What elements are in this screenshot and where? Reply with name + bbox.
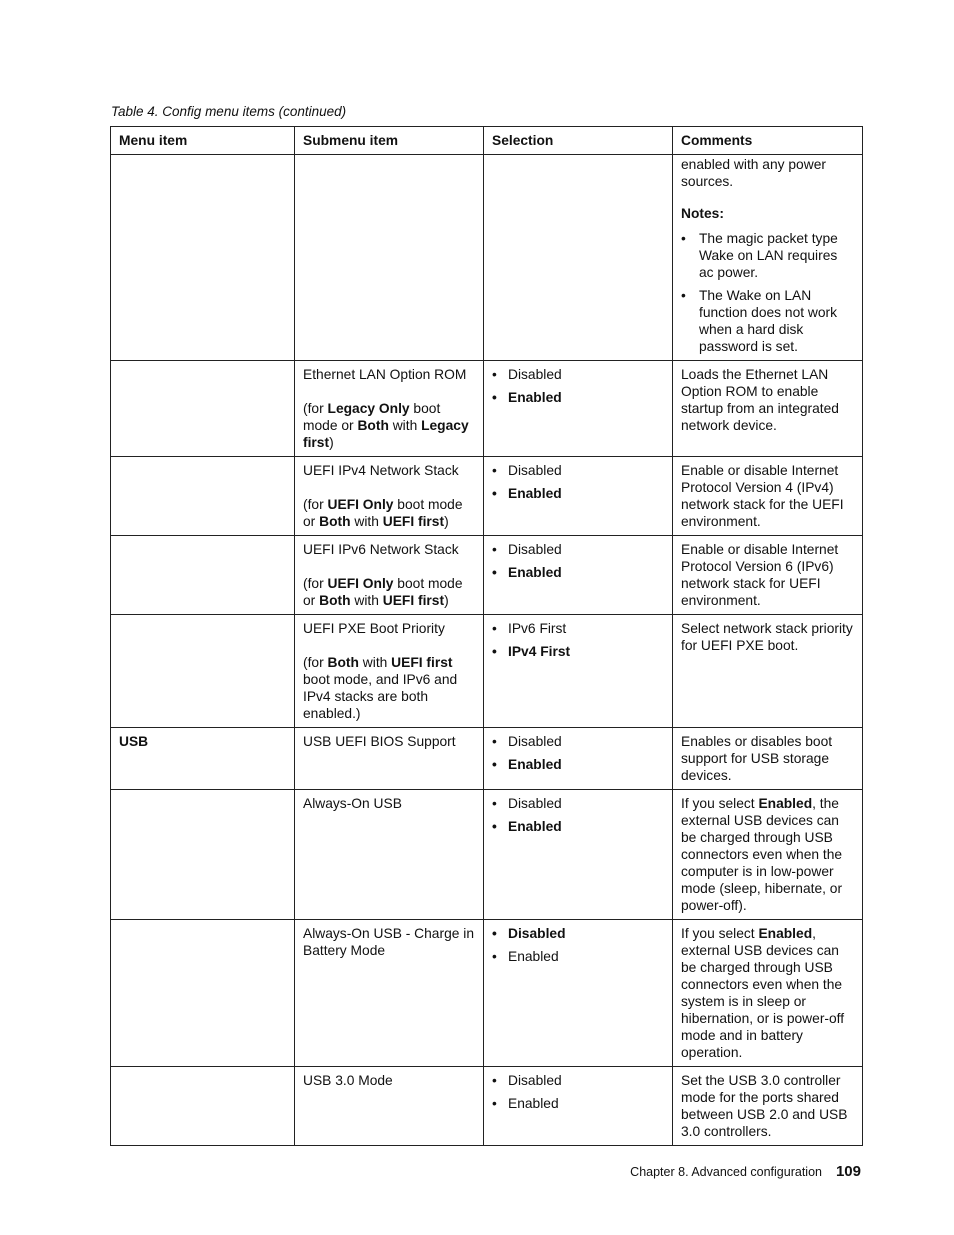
selection-cell [484, 361, 673, 457]
submenu-cell [295, 361, 484, 457]
page-number: 109 [835, 1163, 861, 1180]
option-item-default: • Enabled [492, 818, 664, 835]
table-row [111, 536, 863, 615]
submenu-cell [295, 728, 484, 790]
selection-cell [484, 728, 673, 790]
submenu-title: UEFI IPv4 Network Stack [303, 463, 459, 478]
comment-cell: Select network stack priority for UEFI PXE boot. [673, 615, 863, 728]
submenu-cell [295, 920, 484, 1067]
selection-cell [484, 536, 673, 615]
menu-cell [111, 1067, 295, 1146]
option-item-default: • IPv4 First [492, 643, 664, 660]
option-item: • Disabled [492, 366, 664, 383]
submenu-title: USB UEFI BIOS Support [303, 734, 456, 749]
option-list [492, 366, 664, 406]
table-row [111, 155, 863, 361]
table-row [111, 728, 863, 790]
selection-cell [484, 155, 673, 361]
page-footer [630, 1163, 861, 1180]
note-item: • The magic packet type Wake on LAN requires ac power. [681, 230, 854, 281]
table-row [111, 1067, 863, 1146]
option-list [492, 1072, 664, 1112]
submenu-title: Always-On USB - Charge in Battery Mode [303, 926, 474, 958]
option-list [492, 620, 664, 660]
option-list [492, 541, 664, 581]
option-list [492, 462, 664, 502]
option-item: • IPv6 First [492, 620, 664, 637]
submenu-cell [295, 457, 484, 536]
menu-cell [111, 920, 295, 1067]
submenu-title: Ethernet LAN Option ROM [303, 367, 467, 382]
submenu-title: UEFI PXE Boot Priority [303, 621, 445, 636]
submenu-condition: (for UEFI Only boot mode or Both with UEFI first) [303, 576, 463, 608]
submenu-title: Always-On USB [303, 796, 402, 811]
config-menu-table [110, 126, 863, 1146]
option-item: • Enabled [492, 948, 664, 965]
menu-cell [111, 361, 295, 457]
submenu-condition: (for Legacy Only boot mode or Both with Legacy first) [303, 401, 469, 450]
selection-cell [484, 790, 673, 920]
table-row [111, 920, 863, 1067]
option-item: • Disabled [492, 462, 664, 479]
header-comments: Comments [673, 127, 863, 155]
header-menu-item: Menu item [111, 127, 295, 155]
header-selection: Selection [484, 127, 673, 155]
option-item-default: • Enabled [492, 389, 664, 406]
option-item: • Disabled [492, 541, 664, 558]
option-item: • Enabled [492, 1095, 664, 1112]
selection-cell [484, 920, 673, 1067]
option-item-default: • Enabled [492, 564, 664, 581]
comment-cell: If you select Enabled, the external USB devices can be charged through USB connectors even when the computer is in low-power mode (sleep, hibernate, or power-off). [673, 790, 863, 920]
submenu-cell [295, 615, 484, 728]
option-list [492, 733, 664, 773]
menu-cell [111, 536, 295, 615]
table-row [111, 615, 863, 728]
selection-cell [484, 615, 673, 728]
comment-cell: Set the USB 3.0 controller mode for the ports shared between USB 2.0 and USB 3.0 controllers. [673, 1067, 863, 1146]
comment-cell: If you select Enabled, external USB devices can be charged through USB connectors even when the system is in sleep or hibernation, or is power-off mode and in battery operation. [673, 920, 863, 1067]
submenu-title: USB 3.0 Mode [303, 1073, 393, 1088]
comment-cell [673, 155, 863, 361]
option-item-default: • Disabled [492, 925, 664, 942]
menu-cell-usb [111, 728, 295, 790]
note-item: • The Wake on LAN function does not work when a hard disk password is set. [681, 287, 854, 355]
notes-list [681, 230, 854, 355]
comment-cell: Enable or disable Internet Protocol Version 4 (IPv4) network stack for the UEFI environment. [673, 457, 863, 536]
notes-title: Notes: [681, 206, 724, 221]
option-item-default: • Enabled [492, 485, 664, 502]
option-item: • Disabled [492, 733, 664, 750]
submenu-condition: (for UEFI Only boot mode or Both with UEFI first) [303, 497, 463, 529]
table-row [111, 457, 863, 536]
option-item-default: • Enabled [492, 756, 664, 773]
option-item: • Disabled [492, 1072, 664, 1089]
option-list [492, 795, 664, 835]
submenu-cell [295, 1067, 484, 1146]
submenu-cell [295, 536, 484, 615]
table-caption: Table 4. Config menu items (continued) [111, 104, 347, 119]
table-row [111, 790, 863, 920]
option-list [492, 925, 664, 965]
menu-cell [111, 457, 295, 536]
menu-cell [111, 155, 295, 361]
submenu-cell [295, 790, 484, 920]
menu-item-usb: USB [119, 734, 149, 749]
menu-cell [111, 790, 295, 920]
comment-cell: Loads the Ethernet LAN Option ROM to enable startup from an integrated network device. [673, 361, 863, 457]
chapter-title: Chapter 8. Advanced configuration [630, 1165, 822, 1179]
selection-cell [484, 457, 673, 536]
option-item: • Disabled [492, 795, 664, 812]
selection-cell [484, 1067, 673, 1146]
table-row [111, 361, 863, 457]
header-submenu-item: Submenu item [295, 127, 484, 155]
comment-cell: Enable or disable Internet Protocol Version 6 (IPv6) network stack for UEFI environment. [673, 536, 863, 615]
comment-text: enabled with any power sources. [681, 157, 826, 189]
menu-cell [111, 615, 295, 728]
submenu-cell [295, 155, 484, 361]
comment-cell: Enables or disables boot support for USB storage devices. [673, 728, 863, 790]
submenu-condition: (for Both with UEFI first boot mode, and IPv6 and IPv4 stacks are both enabled.) [303, 655, 458, 721]
table-header-row [111, 127, 863, 155]
submenu-title: UEFI IPv6 Network Stack [303, 542, 459, 557]
